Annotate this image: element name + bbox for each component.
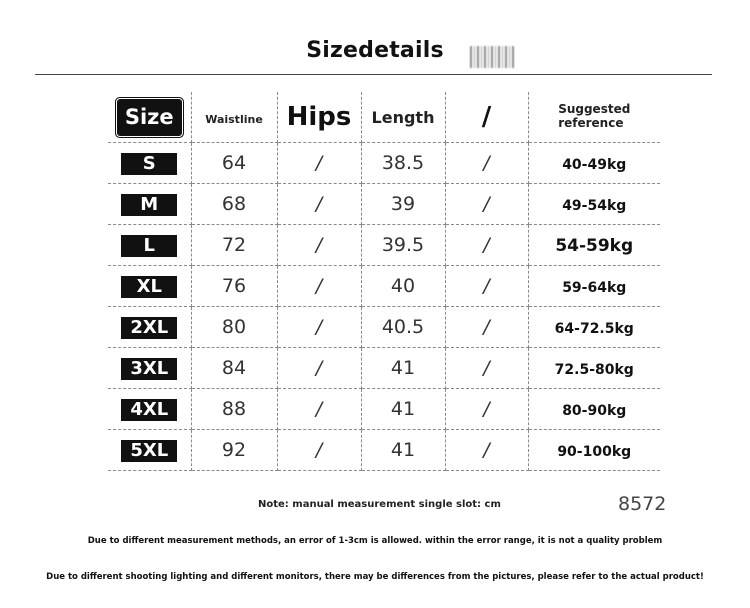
waist-cell: 76 — [191, 266, 277, 307]
hips-cell: / — [315, 275, 323, 297]
slash-cell: / — [483, 234, 490, 256]
slash-cell: / — [483, 275, 490, 297]
slash-cell: / — [483, 193, 490, 215]
length-cell: 39 — [361, 184, 445, 225]
hips-cell: / — [315, 193, 323, 215]
barcode-graphic — [470, 46, 514, 68]
size-badge: M — [121, 194, 177, 216]
header-ref-line1: Suggested — [558, 102, 631, 116]
reference-cell: 80-90kg — [562, 403, 627, 419]
hips-cell: / — [315, 398, 323, 420]
reference-cell: 54-59kg — [555, 236, 634, 256]
size-badge: L — [121, 235, 177, 257]
header-hips: Hips — [286, 102, 352, 132]
measurement-note: Note: manual measurement single slot: cm — [258, 499, 501, 510]
hips-cell: / — [315, 152, 323, 174]
slash-cell: / — [483, 398, 490, 420]
header-ref-line2: reference — [558, 116, 624, 130]
table-row — [108, 143, 660, 184]
table-row — [108, 184, 660, 225]
table-row — [108, 307, 660, 348]
header-length: Length — [371, 108, 435, 127]
disclaimer-measurement: Due to different measurement methods, an error of 1-3cm is allowed. within the error range, it is not a quality problem — [87, 536, 663, 546]
disclaimer-lighting: Due to different shooting lighting and different monitors, there may be differences from the pictures, please refer to the actual product! — [46, 572, 704, 582]
slash-cell: / — [483, 152, 490, 174]
reference-cell: 49-54kg — [562, 198, 627, 214]
header-size: Size — [118, 100, 181, 135]
table-row — [108, 430, 660, 471]
waist-cell: 80 — [191, 307, 277, 348]
length-cell: 39.5 — [361, 225, 445, 266]
hips-cell: / — [315, 234, 323, 256]
size-table — [108, 92, 660, 471]
size-badge: 4XL — [121, 399, 177, 421]
slash-cell: / — [483, 439, 490, 461]
size-badge: S — [121, 153, 177, 175]
slash-cell: / — [483, 357, 490, 379]
waist-cell: 88 — [191, 389, 277, 430]
waist-cell: 72 — [191, 225, 277, 266]
length-cell: 41 — [361, 430, 445, 471]
size-badge: 2XL — [121, 317, 177, 339]
reference-cell: 90-100kg — [557, 444, 632, 460]
size-badge: 5XL — [121, 440, 177, 462]
table-row — [108, 225, 660, 266]
page-title: Sizedetails — [306, 38, 444, 63]
title-divider — [35, 74, 712, 75]
header-suggested-reference — [558, 102, 630, 130]
waist-cell: 84 — [191, 348, 277, 389]
reference-cell: 72.5-80kg — [554, 362, 634, 378]
length-cell: 40 — [361, 266, 445, 307]
size-badge: 3XL — [121, 358, 177, 380]
length-cell: 38.5 — [361, 143, 445, 184]
header-slash: / — [481, 102, 492, 132]
waist-cell: 92 — [191, 430, 277, 471]
product-code: 8572 — [618, 493, 667, 515]
waist-cell: 64 — [191, 143, 277, 184]
slash-cell: / — [483, 316, 490, 338]
reference-cell: 64-72.5kg — [554, 321, 634, 337]
length-cell: 40.5 — [361, 307, 445, 348]
size-badge: XL — [121, 276, 177, 298]
reference-cell: 40-49kg — [562, 157, 627, 173]
hips-cell: / — [315, 316, 323, 338]
hips-cell: / — [315, 439, 323, 461]
table-row — [108, 389, 660, 430]
reference-cell: 59-64kg — [562, 280, 627, 296]
table-header-row — [108, 92, 660, 143]
table-row — [108, 348, 660, 389]
header-waistline: Waistline — [205, 113, 263, 126]
hips-cell: / — [315, 357, 323, 379]
waist-cell: 68 — [191, 184, 277, 225]
table-row — [108, 266, 660, 307]
length-cell: 41 — [361, 348, 445, 389]
length-cell: 41 — [361, 389, 445, 430]
